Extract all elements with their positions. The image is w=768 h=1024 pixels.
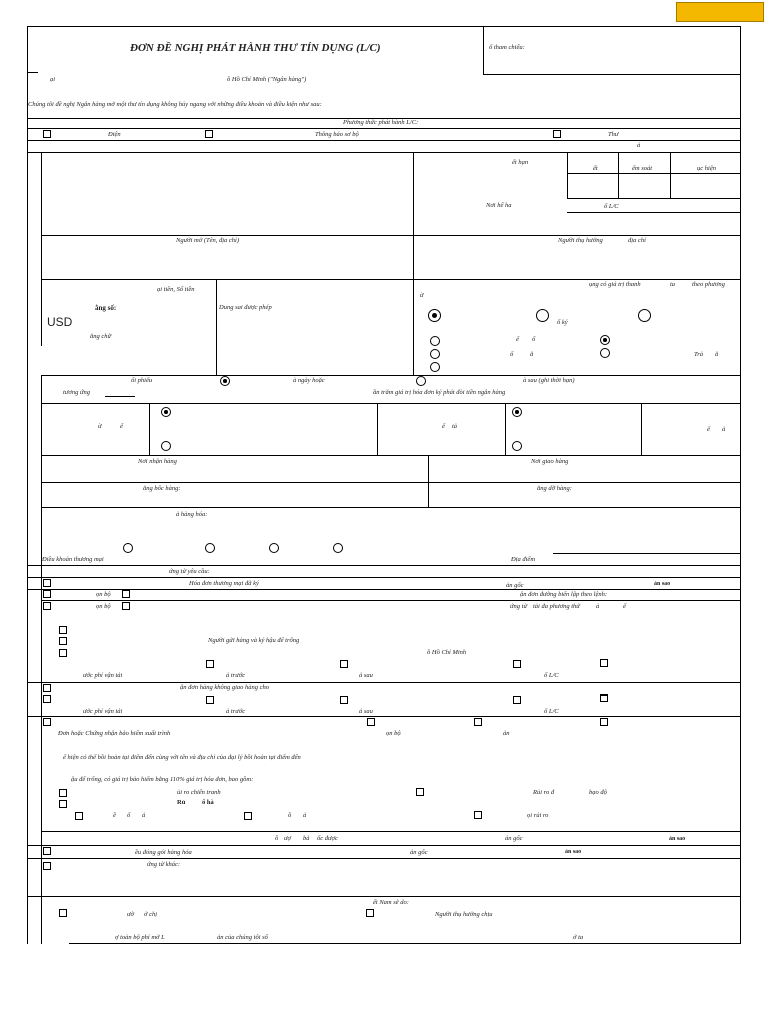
col-divider: [149, 404, 150, 455]
avail-text-2: ta: [670, 281, 676, 288]
nonneg-label: ận đơn hàng không giao hàng cho: [180, 684, 270, 691]
cert-2: ượ: [284, 835, 292, 842]
amount-numbers-label: ằng số:: [95, 304, 117, 312]
checkbox-fullset-bl[interactable]: [43, 590, 51, 598]
radio-incoterm-1[interactable]: [123, 543, 133, 553]
checkbox-fullset-mt[interactable]: [43, 602, 51, 610]
opt-telex-label: Điện: [108, 131, 121, 138]
checkbox-consignee-3[interactable]: [59, 649, 67, 657]
col-divider: [413, 280, 414, 375]
cert-original: ản gốc: [505, 835, 523, 842]
checkbox-telex[interactable]: [43, 130, 51, 138]
radio-avail-b[interactable]: [430, 336, 440, 346]
checkbox-prepaid-2[interactable]: [206, 696, 214, 704]
sep: [27, 682, 741, 683]
radio-avail-accept[interactable]: [638, 309, 651, 322]
col-divider: [641, 404, 642, 455]
draft-percent-line: [105, 396, 135, 397]
draft-after-label: à sau (ghi thời hạn): [523, 377, 575, 384]
checkbox-ins-c[interactable]: [75, 812, 83, 820]
sea-bl-label: ận đơn đường biển lập theo lệnh:: [520, 591, 608, 598]
charges-applicant-2: ở chị: [144, 911, 158, 918]
col-divider: [618, 152, 619, 198]
amount-type-label: ại tiền, Số tiền: [157, 286, 195, 293]
sep: [567, 212, 741, 213]
radio-incoterm-2[interactable]: [205, 543, 215, 553]
avail-text-3: theo phương: [692, 281, 725, 288]
ship-mid-a: ể: [442, 423, 445, 430]
checkbox-mail[interactable]: [553, 130, 561, 138]
collect-label-1: ả sau: [359, 672, 373, 679]
col-divider: [216, 280, 217, 375]
checkbox-consignee-2[interactable]: [59, 637, 67, 645]
sep: [27, 589, 741, 590]
beneficiary-label: Người thụ hưởng: [558, 237, 603, 244]
applicant-label: Người mở (Tên, địa chỉ): [176, 237, 240, 244]
sep: [27, 128, 741, 129]
ship-left-b: ể: [120, 423, 123, 430]
checkbox-fullset-mt-sub[interactable]: [122, 602, 130, 610]
consignor-blank: Người gửi hàng và ký hậu để trống: [208, 637, 300, 644]
sep: [27, 845, 741, 846]
checkbox-ins-copy[interactable]: [474, 718, 482, 726]
intro-text: Chúng tôi đề nghị Ngân hàng mở một thư tín dụng không hủy ngang với những điều khoản và điều kiện như sau:: [28, 101, 322, 108]
charges-applicant: ườ: [127, 911, 135, 918]
invoice-label: Hóa đơn thương mại đã ký: [189, 580, 259, 587]
checkbox-notify-1[interactable]: [513, 660, 521, 668]
ins-riot: Rủi ro đ: [533, 789, 555, 796]
sep: [27, 565, 741, 566]
ins-claims: ể hiện có thể bồi hoàn tại điểm đến cùng với tên và địa chỉ của đại lý bồi hoàn tại điểm đến: [63, 754, 301, 761]
ins-fullset-label: ọn bộ: [386, 730, 401, 737]
ins-copy-label: ản: [503, 730, 510, 737]
prepaid-label-2: ả trước: [226, 708, 246, 715]
sep: [41, 279, 741, 280]
ins-war: ủi ro chiến tranh: [177, 789, 221, 796]
radio-incoterm-3[interactable]: [269, 543, 279, 553]
discharge-port-label: ằng dỡ hàng:: [537, 485, 572, 492]
fullset-2: ọn bộ: [96, 603, 111, 610]
bottom-line: [69, 943, 741, 944]
cert-copy: ản sao: [669, 836, 686, 842]
form-title: ĐƠN ĐỀ NGHỊ PHÁT HÀNH THƯ TÍN DỤNG (L/C): [130, 42, 381, 54]
avail-opt-a: ố ký: [557, 319, 568, 326]
ins-cl-5: ả: [303, 812, 307, 819]
checkbox-consignee-1[interactable]: [59, 626, 67, 634]
checkbox-ins-extra[interactable]: [600, 718, 608, 726]
checkbox-prelim[interactable]: [205, 130, 213, 138]
receive-place-label: Nơi nhận hàng: [138, 458, 177, 465]
radio-avail-sight[interactable]: [428, 309, 441, 322]
opt-mail-label: Thư: [608, 131, 619, 138]
sep: [41, 482, 741, 483]
incoterm-place-label: Địa điểm: [511, 556, 536, 563]
freight-label-2: ước phí vận tải: [83, 708, 123, 715]
checkbox-collect-2[interactable]: [340, 696, 348, 704]
col-divider: [413, 152, 414, 280]
insurance-label: Đơn hoặc Chứng nhận bảo hiểm xuất trình: [58, 730, 171, 737]
radio-draft-sight[interactable]: [220, 376, 230, 386]
checkbox-invoice[interactable]: [43, 579, 51, 587]
radio-avail-negotiation[interactable]: [600, 335, 610, 345]
issue-sub: ả: [637, 142, 641, 149]
draft-sight-label: à ngày hoặc: [293, 377, 325, 384]
checkbox-nonneg-2[interactable]: [43, 695, 51, 703]
ins-riot-2: bạo độ: [589, 789, 607, 796]
multimodal-2: tải đa phương thứ: [533, 603, 580, 610]
issue-heading: Phương thức phát hành L/C:: [343, 119, 419, 126]
sep: [41, 235, 741, 236]
ship-right-a: ể: [707, 426, 710, 433]
avail-opt-c2: ă: [530, 351, 534, 358]
fullset-1: ọn bộ: [96, 591, 111, 598]
sep: [41, 455, 741, 456]
ref-underline: [483, 74, 741, 75]
charges-heading: ết Nam sẽ do:: [373, 899, 409, 906]
city-label: ồ Hồ Chí Minh ("Ngân hàng"): [227, 76, 307, 83]
ship-left-a: ừ: [98, 423, 102, 430]
avail-opt-c1: ố: [510, 351, 514, 358]
prepaid-label-1: ả trước: [226, 672, 246, 679]
sep: [567, 198, 741, 199]
ins-allrisks: ọi rủi ro: [527, 812, 549, 819]
charges-beneficiary: Người thụ hưởng chịu: [435, 911, 493, 918]
radio-partial-allowed[interactable]: [161, 407, 171, 417]
expiry-place: Nơi hế ha: [486, 202, 512, 209]
branch-line: [28, 72, 38, 73]
checkbox-lc-1[interactable]: [600, 659, 608, 667]
col-divider: [670, 152, 671, 198]
multimodal-4: ế: [623, 603, 626, 610]
radio-incoterm-4[interactable]: [333, 543, 343, 553]
beneficiary-addr: địa chỉ: [628, 237, 646, 244]
form-frame: [27, 26, 741, 944]
lc-label-2: ố L/C: [544, 708, 559, 715]
checkbox-packing[interactable]: [43, 847, 51, 855]
freight-label-1: ước phí vận tải: [83, 672, 123, 679]
deliver-place-label: Nơi giao hàng: [531, 458, 569, 465]
draft-corresponding: tương ứng: [63, 389, 90, 396]
ref-label: ố tham chiếu:: [489, 44, 525, 51]
avail-opt-b1: ể: [516, 336, 519, 343]
collect-label-2: ả sau: [359, 708, 373, 715]
checkbox-lc-2[interactable]: [600, 694, 608, 702]
checkbox-ins-riot[interactable]: [416, 788, 424, 796]
col-divider: [377, 404, 378, 455]
draft-label: ối phiếu: [131, 377, 153, 384]
sep: [27, 858, 741, 859]
other-docs-label: ứng từ khác:: [147, 861, 181, 868]
checkbox-prepaid-1[interactable]: [206, 660, 214, 668]
sep: [27, 577, 741, 578]
sep: [567, 173, 741, 174]
currency-value: USD: [47, 315, 73, 329]
incoterms-label: Điều khoản thương mại: [42, 556, 104, 563]
sep: [41, 600, 741, 601]
sep: [41, 507, 741, 508]
opt-prelim-label: Thông báo sơ bộ: [315, 131, 359, 138]
goods-label: ả hàng hóa:: [176, 511, 208, 518]
multimodal-3: ả: [596, 603, 600, 610]
cert-3: bả: [303, 835, 310, 842]
loading-port-label: ằng bốc hàng:: [143, 485, 181, 492]
checkbox-ins-a[interactable]: [59, 789, 67, 797]
tolerance-label: Dung sai được phép: [219, 304, 272, 311]
checkbox-ins-allrisks[interactable]: [474, 811, 482, 819]
ins-blank: ậu để trống, có giá trị bảo hiểm bằng 110% giá trị hóa đơn, bao gồm:: [71, 776, 254, 783]
ins-cl-2: ố: [127, 812, 131, 819]
checkbox-fullset-bl-sub[interactable]: [122, 590, 130, 598]
avail-opt-tra2: ă: [715, 351, 719, 358]
charges-line-2: ản của chúng tôi số: [217, 934, 268, 941]
sep: [41, 403, 741, 404]
ship-mid-b: tả: [452, 423, 458, 430]
sep: [27, 152, 741, 153]
checkbox-insurance[interactable]: [43, 718, 51, 726]
cert-1: ồ: [275, 835, 279, 842]
ship-right-b: ả: [722, 426, 726, 433]
avail-opt-tra: Trả: [694, 351, 704, 358]
avail-text-1: ụng có giá trị thanh: [589, 281, 641, 288]
ref-divider: [483, 27, 484, 75]
checkbox-ins-d[interactable]: [244, 812, 252, 820]
expiry-col1: ết: [593, 165, 598, 172]
lc-number-label: ố L/C: [604, 203, 619, 210]
checkbox-nonneg[interactable]: [43, 684, 51, 692]
checkbox-charges-applicant[interactable]: [59, 909, 67, 917]
ins-cl-4: ồ: [288, 812, 292, 819]
sep: [41, 375, 741, 376]
ins-ru-1: Rủ: [177, 799, 186, 806]
radio-avail-payment[interactable]: [600, 348, 610, 358]
radio-trans-not[interactable]: [512, 441, 522, 451]
radio-avail-deferred[interactable]: [536, 309, 549, 322]
expiry-col2: ểm soát: [632, 165, 653, 172]
lc-label-1: ố L/C: [544, 672, 559, 679]
checkbox-charges-beneficiary[interactable]: [366, 909, 374, 917]
radio-avail-c[interactable]: [430, 349, 440, 359]
cert-4: ốc được: [317, 835, 338, 842]
inner-margin: [41, 152, 42, 346]
expiry-col3: ục hiện: [697, 165, 716, 172]
charges-line-1: ợ toàn bộ phí mở L: [115, 934, 165, 941]
sep: [41, 831, 741, 832]
multimodal-1: ứng từ: [510, 603, 528, 610]
charges-line-3: ở ta: [573, 934, 584, 941]
branch-label: ại: [50, 76, 56, 83]
col-divider: [505, 404, 506, 455]
ins-cl-3: ả: [142, 812, 146, 819]
checkbox-collect-1[interactable]: [340, 660, 348, 668]
radio-trans-allowed[interactable]: [512, 407, 522, 417]
highlight-tab: [676, 2, 764, 22]
avail-text-4: ừ: [420, 292, 424, 299]
docs-required: ứng từ yêu cầu:: [169, 568, 210, 575]
checkbox-ins-fullset[interactable]: [367, 718, 375, 726]
radio-draft-after[interactable]: [416, 376, 426, 386]
sep: [27, 140, 741, 141]
sep: [27, 716, 741, 717]
col-divider: [567, 152, 568, 198]
radio-avail-d[interactable]: [430, 362, 440, 372]
checkbox-ins-b[interactable]: [59, 800, 67, 808]
invoice-original: ản gốc: [506, 582, 524, 589]
draft-percent-text: ần trăm giá trị hóa đơn ký phát đòi tiền ngân hàng: [373, 389, 506, 396]
radio-partial-not[interactable]: [161, 441, 171, 451]
packing-original: ản gốc: [410, 849, 428, 856]
checkbox-notify-2[interactable]: [513, 696, 521, 704]
amount-words-label: ằng chữ: [90, 333, 112, 340]
expiry-label: ết hạn: [512, 159, 529, 166]
place-line: [553, 553, 741, 554]
hcm-label: ồ Hồ Chí Minh: [427, 649, 467, 656]
packing-label: ều đóng gói hàng hóa: [135, 849, 192, 856]
packing-copy: ản sao: [565, 849, 582, 855]
avail-opt-b2: ố: [532, 336, 536, 343]
invoice-copy: ản sao: [654, 581, 671, 587]
sep: [27, 896, 741, 897]
ins-cl-1: ề: [113, 812, 116, 819]
ins-ru-2: ổ hà: [202, 799, 214, 806]
checkbox-other-docs[interactable]: [43, 862, 51, 870]
